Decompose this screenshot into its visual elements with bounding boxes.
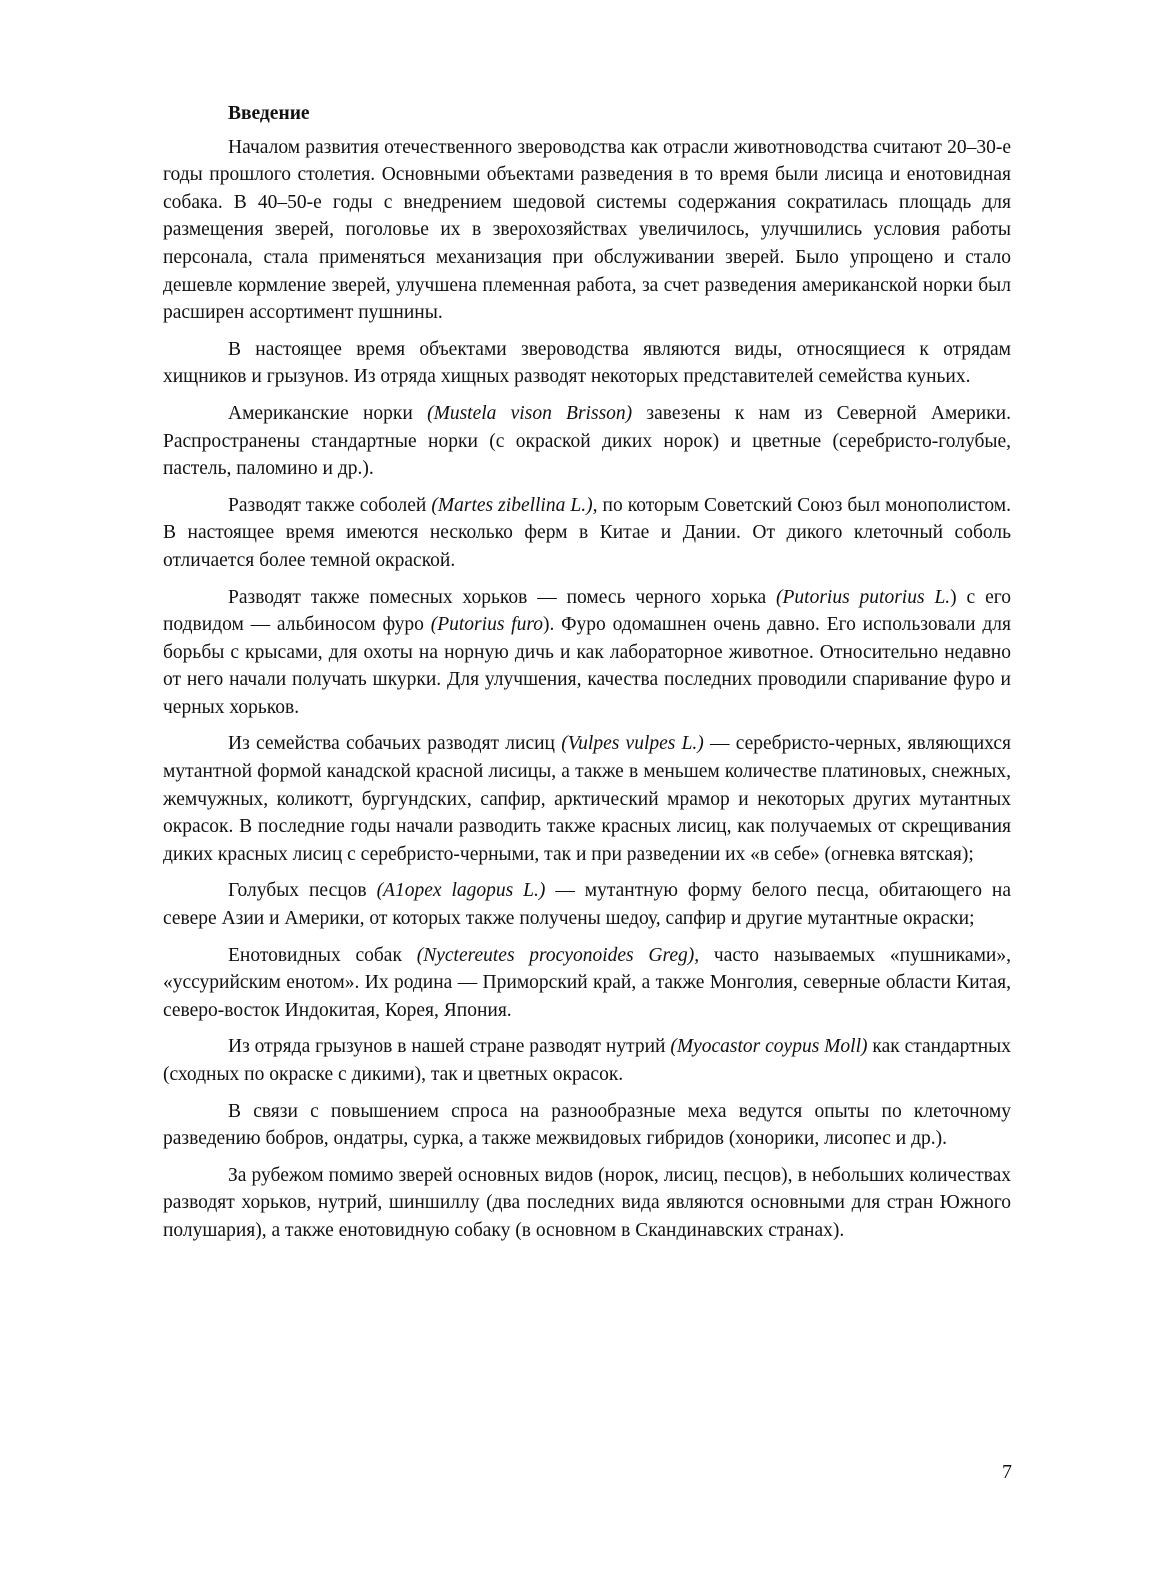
- text-run: В связи с повышением спроса на разнообразные меха ведутся опыты по клеточному разведению бобров, ондатры, сурка, а также межвидовых гибридов (хонорики, лисопес и др.).: [163, 1100, 1011, 1150]
- text-run: Из отряда грызунов в нашей стране разводят нутрий: [228, 1036, 671, 1058]
- section-heading: Введение: [228, 103, 310, 124]
- text-run: ) с его подвидом — альбиносом фуро: [163, 586, 1011, 636]
- latin-name: (A1opex lagopus L.): [376, 880, 546, 902]
- latin-name: (Myocastor coypus Moll): [670, 1036, 868, 1058]
- text-run: За рубежом помимо зверей основных видов (норок, лисиц, песцов), в небольших количествах разводят хорьков, нутрий, шиншиллу (два последних вида являются основными для стран Южного полушария), а также енотовидную собаку (в основном в Скандинавских странах).: [163, 1164, 1011, 1241]
- document-page: [163, 100, 1011, 1254]
- page-number: 7: [1002, 1461, 1012, 1483]
- latin-name: (Nyctereutes procyonoides Greg),: [416, 944, 700, 966]
- text-run: — мутантную форму белого песца, обитающего на севере Азии и Америки, от которых также получены шедоу, сапфир и другие мутантные окраски;: [163, 880, 1011, 930]
- paragraph: [163, 134, 1011, 327]
- latin-name: (Mustela vison Brisson): [427, 402, 633, 424]
- text-run: В настоящее время объектами звероводства являются виды, относящиеся к отрядам хищников и грызунов. Из отряда хищных разводят некоторых представителей семейства куньих.: [163, 338, 1011, 388]
- text-run: Енотовидных собак: [228, 944, 417, 966]
- paragraph: [163, 730, 1011, 868]
- paragraph: [163, 942, 1011, 1025]
- text-run: часто называемых «пушниками», «уссурийским енотом». Их родина — Приморский край, а также Монголия, северные области Китая, северо-восток Индокитая, Корея, Япония.: [163, 944, 1011, 1021]
- paragraph: [163, 1098, 1011, 1153]
- body-text: [163, 134, 1011, 1245]
- text-run: завезены к нам из Северной Америки. Распространены стандартные норки (с окраской диких норок) и цветные (серебристо-голубые, пастель, паломино и др.).: [163, 402, 1011, 480]
- latin-name: (Vulpes vulpes L.): [561, 733, 704, 755]
- paragraph: [163, 400, 1011, 483]
- paragraph: [163, 336, 1011, 391]
- text-run: ). Фуро одомашнен очень давно. Его использовали для борьбы с крысами, для охоты на норную дичь и как лабораторное животное. Относительно недавно от него начали получать шкурки. Для улучшения, качества последних проводили спаривание фуро и черных хорьков.: [163, 614, 1011, 718]
- text-run: Началом развития отечественного звероводства как отрасли животноводства считают 20–30-е годы прошлого столетия. Основными объектами разведения в то время были лисица и енотовидная собака. В 40–50-е годы с внедрением шедовой системы содержания сократилась площадь для размещения зверей, поголовье их в зверохозяйствах увеличилось, улучшились условия работы персонала, стала применяться механизация при обслуживании зверей. Было упрощено и стало дешевле кормление зверей, улучшена племенная работа, за счет разведения американской норки был расширен ассортимент пушнины.: [163, 136, 1011, 324]
- latin-name: (Putorius furo: [430, 614, 543, 636]
- text-run: как стандартных (сходных по окраске с дикими), так и цветных окрасок.: [163, 1036, 1011, 1085]
- paragraph: [163, 1033, 1011, 1088]
- latin-name: (Martes zibellina L.),: [431, 494, 598, 516]
- text-run: по которым Советский Союз был монополистом. В настоящее время имеются несколько ферм в Китае и Дании. От дикого клеточный соболь отличается более темной окраской.: [163, 494, 1012, 571]
- text-run: Голубых песцов: [228, 880, 377, 902]
- paragraph: [163, 1162, 1011, 1245]
- paragraph: [163, 492, 1011, 575]
- text-run: — серебристо-черных, являющихся мутантной формой канадской красной лисицы, а также в меньшем количестве платиновых, снежных, жемчужных, коликотт, бургундских, сапфир, арктический мрамор и некоторых других мутантных окрасок. В последние годы начали разводить также красных лисиц, как получаемых от скрещивания диких красных лисиц с серебристо-черными, так и при разведении их «в себе» (огневка вятская);: [163, 733, 1011, 865]
- text-run: Разводят также помесных хорьков — помесь черного хорька: [228, 586, 776, 608]
- latin-name: (Putorius putorius L.: [776, 586, 951, 608]
- text-run: Американские норки: [228, 402, 428, 424]
- text-run: Из семейства собачьих разводят лисиц: [228, 733, 562, 755]
- paragraph: [163, 584, 1011, 722]
- text-run: Разводят также соболей: [228, 494, 432, 516]
- paragraph: [163, 877, 1011, 932]
